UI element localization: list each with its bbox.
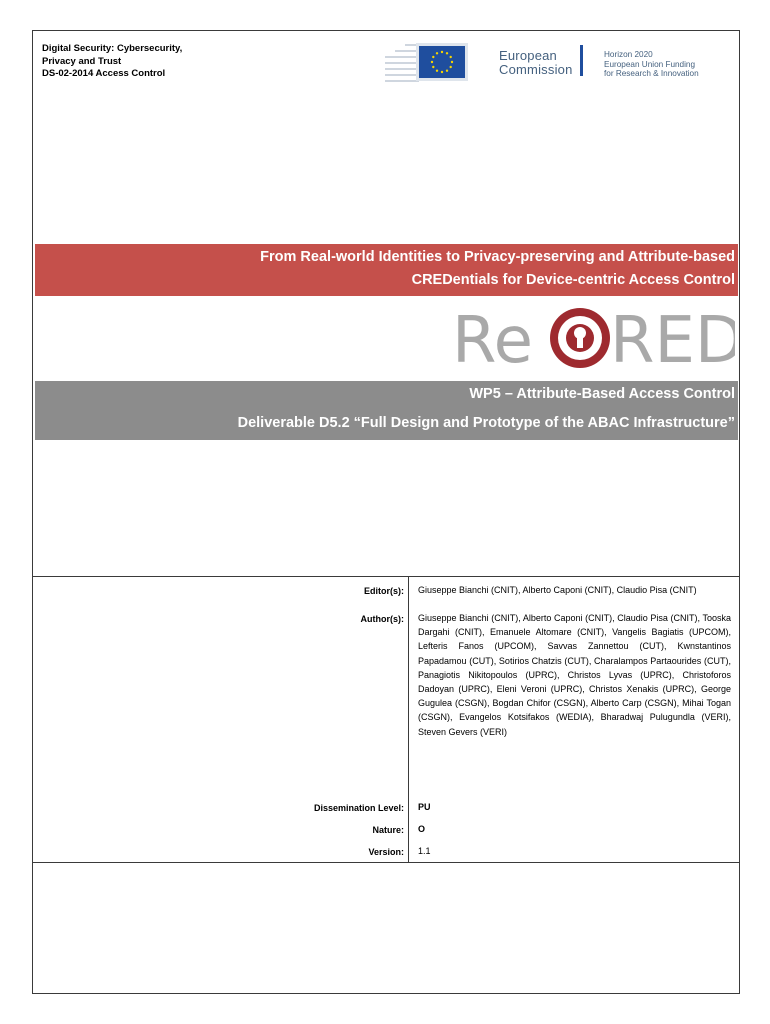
- editors-label: Editor(s):: [364, 586, 404, 596]
- deliverable-title: Deliverable D5.2 “Full Design and Prototype of the ABAC Infrastructure”: [237, 415, 735, 431]
- program-info: [42, 43, 272, 81]
- program-line: Privacy and Trust: [42, 55, 122, 67]
- version-value: 1.1: [418, 846, 431, 856]
- table-divider: [408, 577, 409, 862]
- document-info-table: [32, 576, 740, 863]
- ec-text-line: European: [499, 48, 557, 63]
- program-line: Digital Security: Cybersecurity,: [42, 43, 183, 54]
- work-package-title: WP5 – Attribute-Based Access Control: [469, 386, 735, 402]
- nature-label: Nature:: [372, 825, 404, 835]
- recred-logo: [450, 300, 735, 375]
- project-title-line: From Real-world Identities to Privacy-preserving and Attribute-based: [260, 249, 735, 265]
- ec-building-graphic: [385, 40, 419, 84]
- horizon-line: Horizon 2020: [604, 50, 653, 59]
- logo-text-left: Re: [452, 304, 533, 375]
- european-commission-wordmark: [499, 49, 573, 77]
- ec-text-line: Commission: [499, 62, 573, 77]
- editors-value: Giuseppe Bianchi (CNIT), Alberto Caponi (CNIT), Claudio Pisa (CNIT): [418, 585, 697, 595]
- authors-label: Author(s):: [360, 614, 404, 624]
- horizon-2020-text: [604, 50, 699, 79]
- project-title-band: [35, 244, 738, 296]
- program-line: DS-02-2014 Access Control: [42, 68, 166, 79]
- eu-flag-icon: [419, 46, 465, 78]
- horizon-line: for Research & Innovation: [604, 69, 699, 79]
- dissemination-value: PU: [418, 802, 431, 812]
- dissemination-label: Dissemination Level:: [313, 803, 404, 813]
- project-title-line: CREDentials for Device-centric Access Control: [411, 272, 735, 288]
- horizon-line: European Union Funding: [604, 59, 696, 69]
- logo-text-right: RED: [610, 304, 735, 375]
- logo-divider: [580, 45, 583, 76]
- deliverable-band: [35, 381, 738, 440]
- version-label: Version:: [368, 847, 404, 857]
- nature-value: O: [418, 824, 426, 834]
- authors-value: Giuseppe Bianchi (CNIT), Alberto Caponi (CNIT), Claudio Pisa (CNIT), Tooska Dargahi (CNIT), Emanuele Altomare (CNIT), Vangelis Bagiatis (UPCOM), Lefteris Fanos (UPCOM), Savvas Zannettou (CUT), Kwnstantinos Papadamou (CUT), Sotirios Chatzis (CUT), Charalampos Partaourides (CUT), Panagiotis Nikitopoulos (UPRC), Christos Lyvas (UPRC), Christoforos Dadoyan (UPRC), Eleni Veroni (UPRC), Christos Xenakis (UPRC), George Gugulea (CSGN), Bogdan Chifor (CSGN), Alberto Carp (CSGN), Mihai Togan (CSGN), Evangelos Kotsifakos (WEDIA), Bharadwaj Pulugundla (VERI), Steven Gevers (VERI): [418, 613, 731, 737]
- funder-logos: [385, 36, 730, 88]
